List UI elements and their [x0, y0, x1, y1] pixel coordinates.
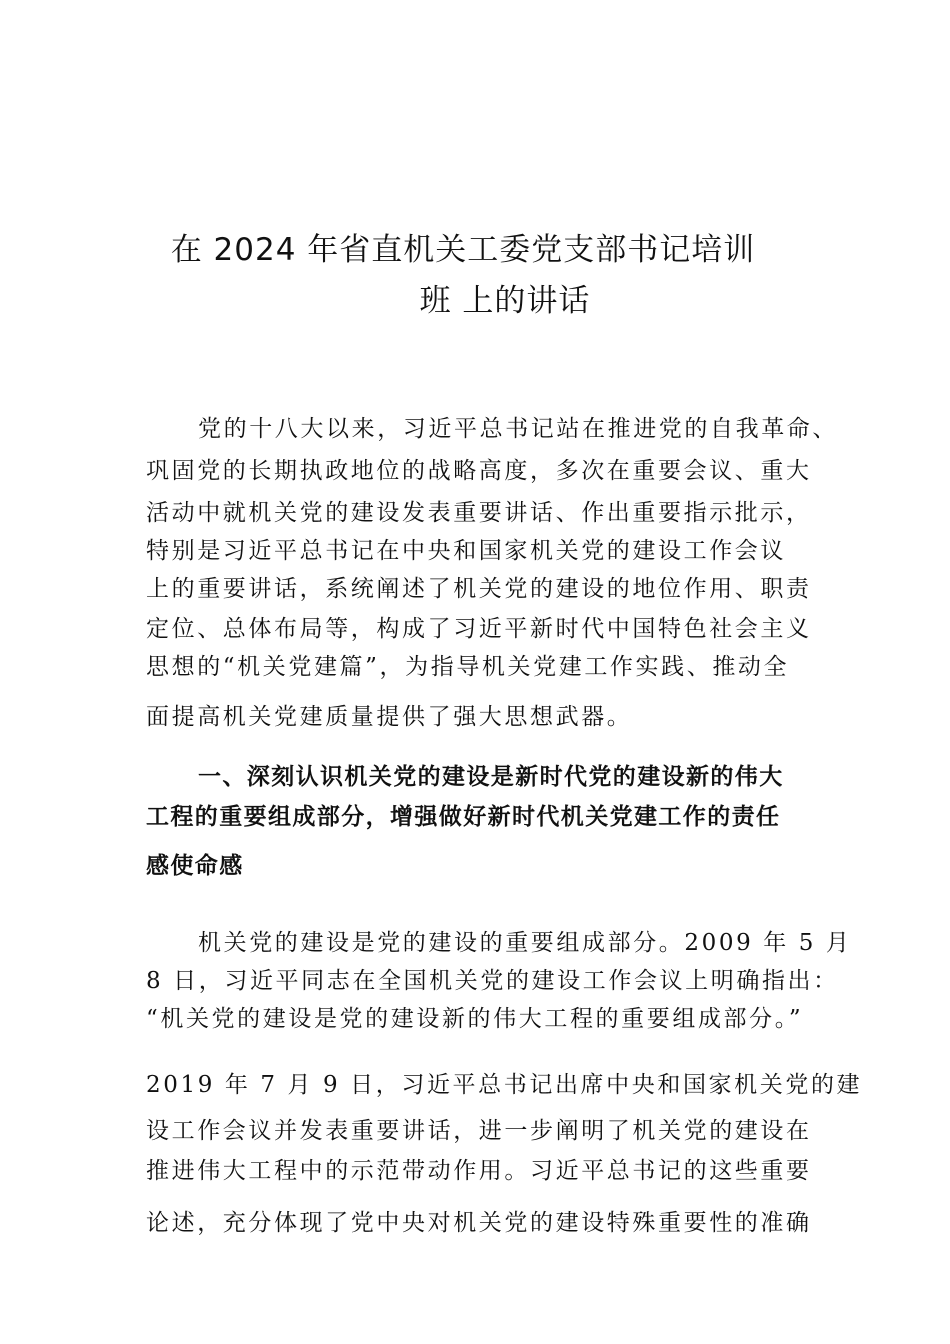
document-title-line-1: 在 2024 年省直机关工委党支部书记培训 — [170, 232, 756, 268]
intro-paragraph-line: 思想的“机关党建篇”，为指导机关党建工作实践、推动全 — [146, 654, 790, 680]
document-title-line-2: 班 上的讲话 — [419, 283, 591, 319]
section-1-paragraph-line: 设工作会议并发表重要讲话，进一步阐明了机关党的建设在 — [146, 1118, 812, 1144]
section-1-paragraph-line: 推进伟大工程中的示范带动作用。习近平总书记的这些重要 — [146, 1158, 812, 1184]
intro-paragraph-line: 上的重要讲话，系统阐述了机关党的建设的地位作用、职责 — [146, 576, 812, 602]
intro-paragraph-line: 面提高机关党建质量提供了强大思想武器。 — [146, 704, 633, 730]
section-1-heading-line: 一、深刻认识机关党的建设是新时代党的建设新的伟大 — [198, 764, 784, 790]
section-1-paragraph-line: 机关党的建设是党的建设的重要组成部分。2009 年 5 月 — [198, 930, 852, 956]
section-1-paragraph-line: “机关党的建设是党的建设新的伟大工程的重要组成部分。” — [146, 1006, 804, 1032]
section-1-heading-line: 工程的重要组成部分，增强做好新时代机关党建工作的责任 — [146, 804, 781, 830]
section-1-paragraph-line: 论述，充分体现了党中央对机关党的建设特殊重要性的准确 — [146, 1210, 812, 1236]
intro-paragraph-line: 党的十八大以来，习近平总书记站在推进党的自我革命、 — [198, 416, 838, 442]
intro-paragraph-line: 特别是习近平总书记在中央和国家机关党的建设工作会议 — [146, 538, 786, 564]
section-1-paragraph-line: 8 日，习近平同志在全国机关党的建设工作会议上明确指出： — [146, 968, 839, 994]
intro-paragraph-line: 定位、总体布局等，构成了习近平新时代中国特色社会主义 — [146, 616, 812, 642]
intro-paragraph-line: 巩固党的长期执政地位的战略高度，多次在重要会议、重大 — [146, 458, 812, 484]
intro-paragraph-line: 活动中就机关党的建设发表重要讲话、作出重要指示批示， — [146, 500, 812, 526]
section-1-paragraph-line: 2019 年 7 月 9 日，习近平总书记出席中央和国家机关党的建 — [146, 1072, 863, 1098]
section-1-heading-line: 感使命感 — [146, 853, 244, 879]
